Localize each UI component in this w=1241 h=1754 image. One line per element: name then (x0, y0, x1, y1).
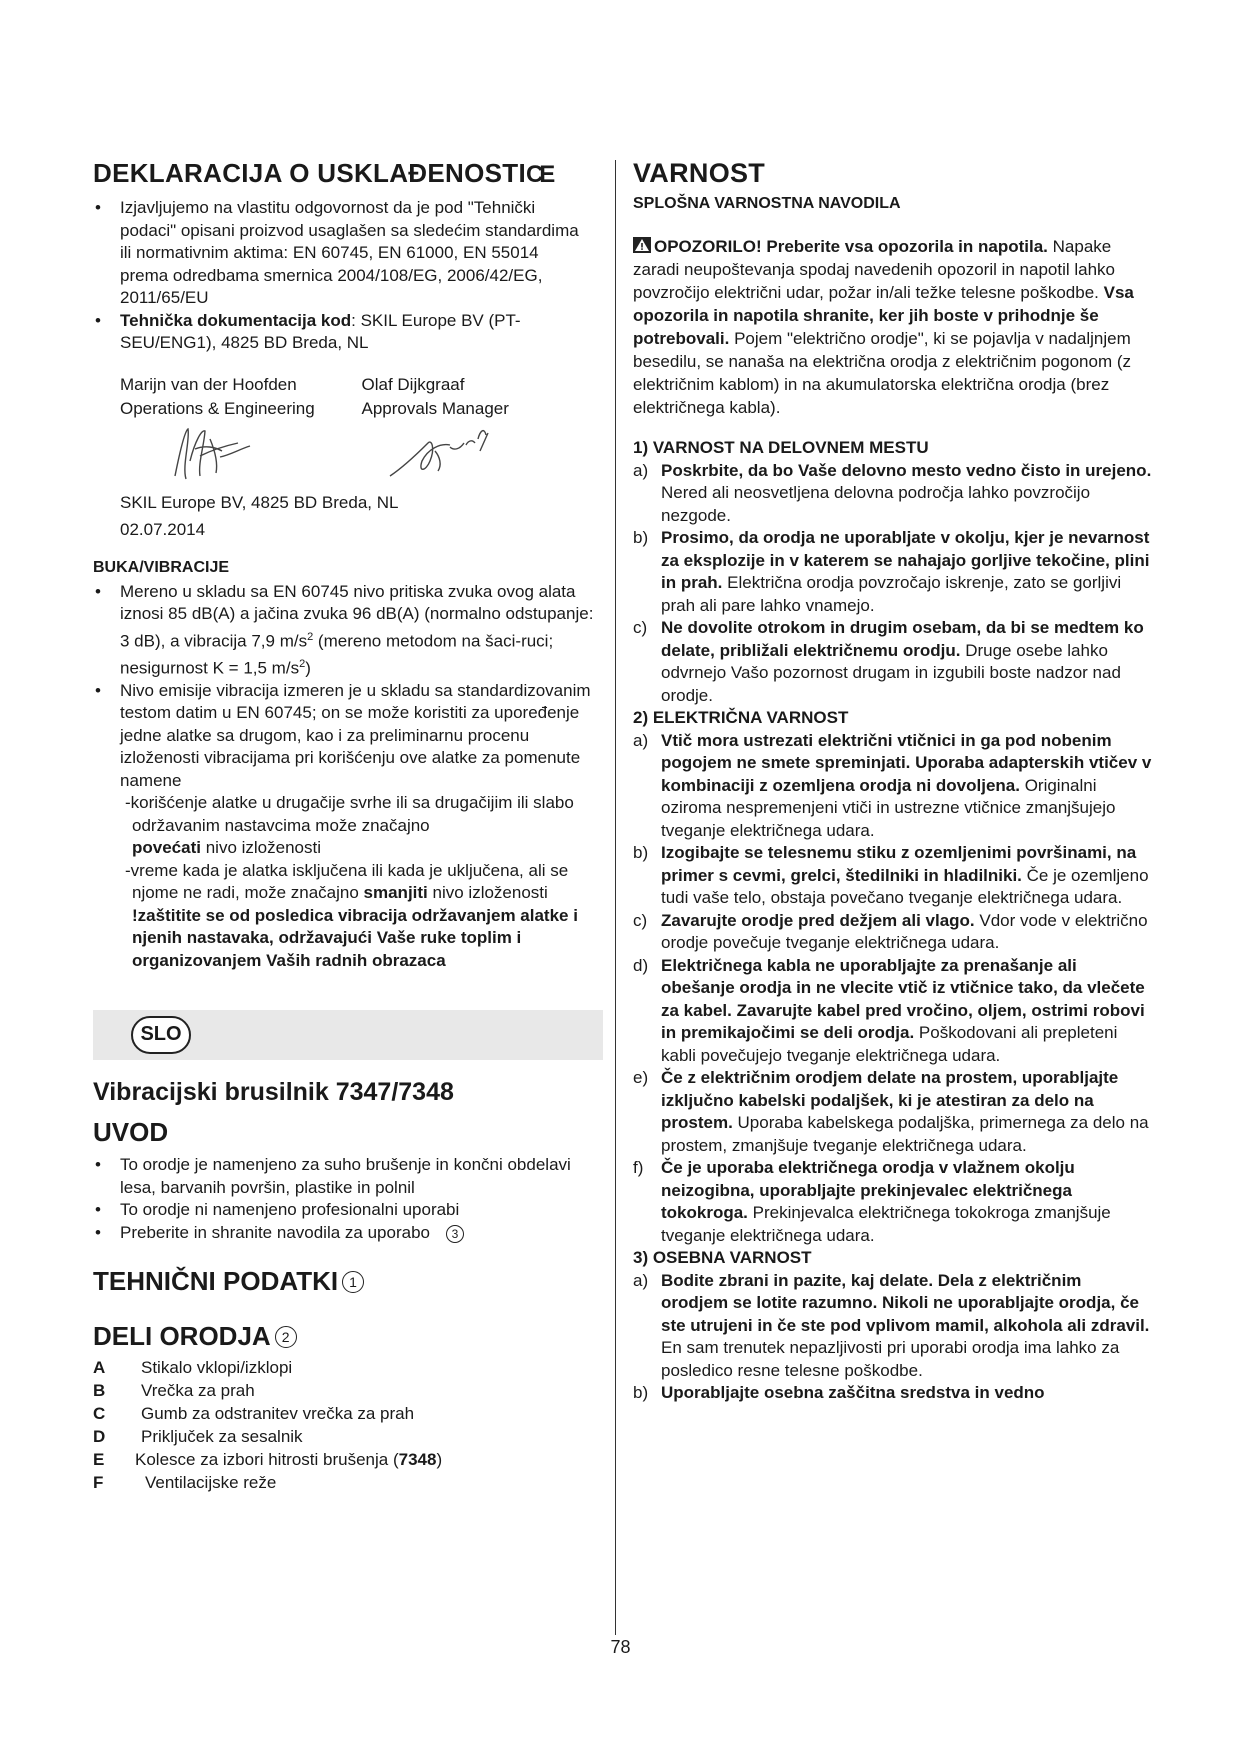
intro-bullet-3: • Preberite in shranite navodila za uporabo 3 (93, 1222, 603, 1245)
intro-bullet-2: • To orodje ni namenjeno profesionalni uporabi (93, 1199, 603, 1222)
page-number: 78 (610, 1637, 631, 1657)
figure-ref-1-icon: 1 (342, 1271, 364, 1293)
warning-triangle-icon (633, 237, 651, 253)
list-item: d) Električnega kabla ne uporabljajte za prenašanje ali obešanje orodja in ne vlecite vtič iz vtičnice tako, da vlečete za kabel. Zavarujte kabel pred vročino, oljem, ostrimi robovi in premikajočimi se deli orodja. Poškodovani ali prepleteni kabli povečujejo tveganje električnega udara. (633, 955, 1145, 1065)
figure-ref-3-icon: 3 (446, 1225, 464, 1243)
section-3-list (633, 1270, 1153, 1405)
ce-mark-icon: CE (525, 161, 552, 188)
signers (120, 373, 603, 421)
noise-bullet-2: • Nivo emisije vibracija izmeren je u skladu sa standardizovanim testom datim u EN 60745; on se može koristiti za upoređenje jedne alatke sa drugom, kao i za preliminarnu procenu izloženosti vibracijama pri korišćenju ove alatke za pomenute namene (93, 680, 603, 793)
list-item: a) Vtič mora ustrezati električni vtičnici in ga pod nobenim pogojem ne smete spreminjati. Uporaba adapterskih vtičev v kombinaciji z ozemljena orodja ni dovoljena. Originalni oziroma nespremenjeni vtiči in ustrezne vtičnice zmanjšujejo tveganje električnega udara. (633, 730, 1152, 840)
part-item: C Gumb za odstranitev vrečka za prah (93, 1404, 415, 1424)
signature-1-icon (160, 421, 270, 486)
part-item: D Priključek za sesalnik (93, 1427, 303, 1447)
noise-details (93, 792, 603, 972)
list-item: c) Zavarujte orodje pred dežjem ali vlago. Vdor vode v električno orodje povečuje tveganje električnega udara. (633, 910, 1148, 952)
figure-ref-2-icon: 2 (275, 1326, 297, 1348)
signatures (120, 421, 603, 489)
parts-title: DELI ORODJA 2 (93, 1321, 603, 1352)
declaration-list (93, 197, 603, 355)
language-band (93, 1010, 603, 1060)
part-item: F Ventilacijske reže (93, 1473, 277, 1493)
intro-list (93, 1154, 603, 1244)
left-column (93, 158, 603, 1494)
signature-2-icon (380, 421, 500, 486)
list-item: f) Če je uporaba električnega orodja v vlažnem okolju neizogibna, uporabljajte prekinjevalec električnega tokokroga. Prekinjevalca električnega tokokroga zmanjšuje tveganje električnega udara. (633, 1158, 1111, 1245)
list-item: c) Ne dovolite otrokom in drugim osebam, da bi se medtem ko delate, približali električnemu orodju. Druge osebe lahko odvrnejo Vašo pozornost drugam in izgubili boste nadzor nad orodje. (633, 618, 1144, 705)
noise-title: BUKA/VIBRACIJE (93, 558, 230, 576)
intro-title: UVOD (93, 1117, 169, 1148)
list-item: e) Če z električnim orodjem delate na prostem, uporabljajte izključno kabelski podaljšek, ki je atestiran za delo na prostem. Uporaba kabelskega podaljška, primernega za delo na prostem, zmanjšuje tveganje električnega udara. (633, 1068, 1149, 1155)
noise-line-1: -korišćenje alatke u drugačije svrhe ili sa drugačijim ili slabo održavanim nastavcima može značajno povećati nivo izloženosti (125, 793, 574, 858)
noise-bullet-1: • Mereno u skladu sa EN 60745 nivo pritiska zvuka ovog alata iznosi 85 dB(A) a jačina zvuka 96 dB(A) (normalno odstupanje: 3 dB), a vibracija 7,9 $m/s^2$ (mereno metodom na šaci-ruci; nesigurnost K = 1,5 $m/s^2$) (93, 581, 603, 680)
right-column (633, 158, 1153, 1405)
list-item: b) Uporabljajte osebna zaščitna sredstva in vedno (633, 1383, 1045, 1402)
section-2-list (633, 730, 1153, 1248)
declaration-bullet-2: • Tehnička dokumentacija kod: SKIL Europe BV (PT-SEU/ENG1), 4825 BD Breda, NL (93, 310, 603, 355)
signer-1: Marijn van der Hoofden Operations & Engineering (120, 374, 315, 418)
tech-title: TEHNIČNI PODATKI 1 (93, 1266, 603, 1297)
list-item: a) Poskrbite, da bo Vaše delovno mesto vedno čisto in urejeno. Nered ali neosvetljena delovna področja lahko povzročijo nezgode. (633, 460, 1152, 525)
section-1-title: 1) VARNOST NA DELOVNEM MESTU (633, 438, 929, 457)
list-item: a) Bodite zbrani in pazite, kaj delate. Dela z električnim orodjem se lotite razumno. Nikoli ne uporabljajte orodja, če ste utrujeni in če ste pod vplivom mamil, alkohola ali zdravil. En sam trenutek nepazljivosti pri uporabi orodja ima lahko za posledico resne telesne poškodbe. (633, 1270, 1150, 1380)
noise-list (93, 581, 603, 793)
part-item: B Vrečka za prah (93, 1381, 255, 1401)
part-item: A Stikalo vklopi/izklopi (93, 1358, 293, 1378)
parts-list (93, 1356, 603, 1494)
declaration-bullet-1: • Izjavljujemo na vlastitu odgovornost da je pod "Tehnički podaci" opisani proizvod usaglašen sa sledećim standardima ili normativnim aktima: EN 60745, EN 61000, EN 55014 prema odredbama smernica 2004/108/EG, 2006/42/EG, 2011/65/EU (93, 197, 603, 310)
company-info: SKIL Europe BV, 4825 BD Breda, NL 02.07.2014 (120, 492, 399, 539)
noise-line-2: -vreme kada je alatka isključena ili kada je uključena, ali se njome ne radi, može značajno smanjiti nivo izloženosti (125, 860, 569, 903)
part-item: E Kolesce za izbori hitrosti brušenja (7348) (93, 1450, 443, 1470)
list-item: b) Izogibajte se telesnemu stiku z ozemljenimi površinami, na primer s cevmi, grelci, štedilniki in hladilniki. Če je ozemljeno tudi vaše telo, obstaja povečano tveganje električnega udara. (633, 843, 1149, 907)
signer-2: Olaf Dijkgraaf Approvals Manager (361, 374, 509, 418)
section-2-title: 2) ELEKTRIČNA VARNOST (633, 708, 849, 727)
safety-title: VARNOST (633, 158, 766, 188)
list-item: b) Prosimo, da orodja ne uporabljate v okolju, kjer je nevarnost za eksplozije in v katerem se nahajajo gorljive tekočine, plini in prah. Električna orodja povzročajo iskrenje, zato se gorljivi prah ali pare lahko vnamejo. (633, 528, 1150, 615)
section-1-list (633, 460, 1153, 708)
general-safety-subtitle: SPLOŠNA VARNOSTNA NAVODILA (633, 195, 901, 212)
warning-paragraph: OPOZORILO! Preberite vsa opozorila in napotila. Napake zaradi neupoštevanja spodaj navedenih opozoril in napotil lahko povzročijo električni udar, požar in/ali težke telesne poškodbe. Vsa opozorila in napotila shranite, ker jih boste v prihodnje še potrebovali. Pojem "električno orodje", ki se pojavlja v nadaljnjem besedilu, se nanaša na električna orodja z električnim pogonom (z električnim kablom) in na akumulatorska električna orodja (brez električnega kabla). (633, 237, 1134, 417)
column-divider (615, 160, 616, 1635)
section-3-title: 3) OSEBNA VARNOST (633, 1248, 812, 1267)
language-badge: SLO (131, 1016, 191, 1054)
noise-line-3: !zaštitite se od posledica vibracija održavanjem alatke i njenih nastavaka, održavajući Vaše ruke toplim i organizovanjem Vaših radnih obrazaca (132, 905, 578, 970)
declaration-title: DEKLARACIJA O USKLAĐENOSTICE (93, 158, 552, 188)
intro-bullet-1: • To orodje je namenjeno za suho brušenje in končni obdelavi lesa, barvanih površin, plastike in polnil (93, 1154, 603, 1199)
product-title: Vibracijski brusilnik 7347/7348 (93, 1078, 454, 1107)
